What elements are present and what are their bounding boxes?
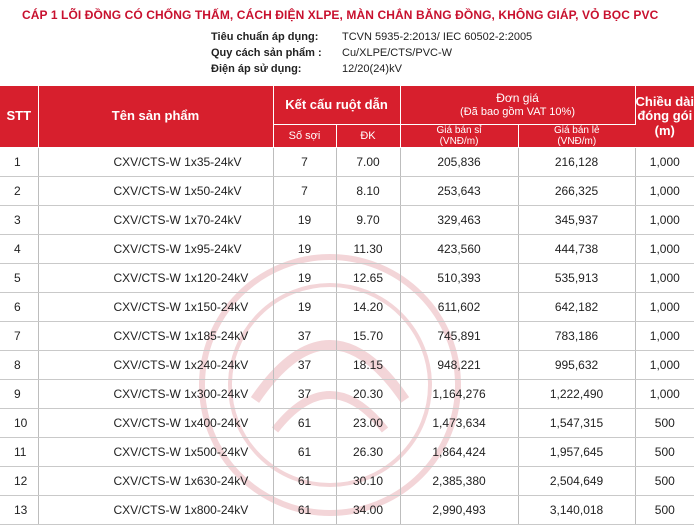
cell-strands: 7 [273,148,336,177]
cell-retail: 1,957,645 [518,438,635,467]
cell-length: 1,000 [635,351,694,380]
cell-strands: 7 [273,177,336,206]
cell-wholesale: 329,463 [400,206,518,235]
header-length-line3: (m) [654,122,675,138]
cell-stt: 9 [0,380,38,409]
cell-length: 1,000 [635,206,694,235]
cell-product-name: CXV/CTS-W 1x35-24kV [38,148,273,177]
cell-retail: 266,325 [518,177,635,206]
cell-wholesale: 611,602 [400,293,518,322]
table-row [0,380,694,409]
header-strands: Số sợi [273,125,336,148]
header-price-line2: (Đã bao gồm VAT 10%) [460,105,575,118]
cell-dk: 12.65 [336,264,400,293]
header-unit-price [400,86,635,125]
cell-wholesale: 1,864,424 [400,438,518,467]
cell-dk: 11.30 [336,235,400,264]
header-wholesale-line2: (VNĐ/m) [439,136,479,147]
cell-dk: 9.70 [336,206,400,235]
cell-strands: 61 [273,496,336,525]
cell-retail: 535,913 [518,264,635,293]
cell-dk: 14.20 [336,293,400,322]
cell-length: 500 [635,496,694,525]
cell-length: 500 [635,438,694,467]
cell-wholesale: 745,891 [400,322,518,351]
cell-stt: 8 [0,351,38,380]
cell-retail: 216,128 [518,148,635,177]
table-row [0,467,694,496]
cell-product-name: CXV/CTS-W 1x300-24kV [38,380,273,409]
table-row [0,293,694,322]
table-row [0,264,694,293]
voltage-value: 12/20(24)kV [342,63,402,75]
table-row [0,438,694,467]
cell-stt: 2 [0,177,38,206]
cell-stt: 6 [0,293,38,322]
cell-wholesale: 948,221 [400,351,518,380]
cell-product-name: CXV/CTS-W 1x150-24kV [38,293,273,322]
cell-wholesale: 2,990,493 [400,496,518,525]
header-price-line1: Đơn giá [496,91,539,106]
cell-length: 1,000 [635,380,694,409]
standard-label: Tiêu chuẩn áp dụng: [211,31,319,43]
cell-strands: 37 [273,380,336,409]
cell-length: 1,000 [635,322,694,351]
cell-wholesale: 1,164,276 [400,380,518,409]
cell-wholesale: 205,836 [400,148,518,177]
cell-dk: 15.70 [336,322,400,351]
cell-stt: 5 [0,264,38,293]
cell-dk: 8.10 [336,177,400,206]
cell-length: 1,000 [635,293,694,322]
cell-dk: 7.00 [336,148,400,177]
table-row [0,177,694,206]
cell-dk: 30.10 [336,467,400,496]
cell-product-name: CXV/CTS-W 1x500-24kV [38,438,273,467]
cell-product-name: CXV/CTS-W 1x800-24kV [38,496,273,525]
cell-retail: 2,504,649 [518,467,635,496]
cell-strands: 61 [273,467,336,496]
cell-strands: 19 [273,293,336,322]
header-wholesale-line1: Giá bán sỉ [436,125,482,136]
cell-wholesale: 253,643 [400,177,518,206]
cell-wholesale: 2,385,380 [400,467,518,496]
cell-strands: 61 [273,409,336,438]
cell-length: 500 [635,467,694,496]
cell-product-name: CXV/CTS-W 1x630-24kV [38,467,273,496]
cell-retail: 1,222,490 [518,380,635,409]
cell-stt: 13 [0,496,38,525]
cell-stt: 1 [0,148,38,177]
document-title: CÁP 1 LÕI ĐỒNG CÓ CHỐNG THẤM, CÁCH ĐIỆN XLPE, MÀN CHẮN BĂNG ĐỒNG, KHÔNG GIÁP, VỎ BỌC PVC [22,8,659,22]
cell-product-name: CXV/CTS-W 1x400-24kV [38,409,273,438]
cell-retail: 3,140,018 [518,496,635,525]
header-retail [518,125,635,148]
cell-wholesale: 423,560 [400,235,518,264]
cell-retail: 1,547,315 [518,409,635,438]
header-stt: STT [0,86,38,148]
header-structure: Kết cấu ruột dẫn [273,86,400,125]
table-row [0,148,694,177]
header-retail-line2: (VNĐ/m) [557,136,597,147]
voltage-label: Điện áp sử dụng: [211,63,302,75]
cell-retail: 995,632 [518,351,635,380]
cell-stt: 4 [0,235,38,264]
cell-stt: 7 [0,322,38,351]
header-package-length [635,86,694,148]
cell-strands: 19 [273,235,336,264]
cell-strands: 37 [273,351,336,380]
cell-dk: 34.00 [336,496,400,525]
spec-value: Cu/XLPE/CTS/PVC-W [342,47,453,59]
cell-stt: 11 [0,438,38,467]
table-row [0,206,694,235]
cell-strands: 61 [273,438,336,467]
cell-retail: 783,186 [518,322,635,351]
header-wholesale [400,125,518,148]
cell-length: 1,000 [635,177,694,206]
header-length-line1: Chiều dài [635,94,694,110]
price-table [0,86,694,525]
cell-wholesale: 1,473,634 [400,409,518,438]
cell-strands: 19 [273,206,336,235]
cell-dk: 20.30 [336,380,400,409]
table-row [0,322,694,351]
cell-stt: 3 [0,206,38,235]
cell-product-name: CXV/CTS-W 1x70-24kV [38,206,273,235]
cell-stt: 12 [0,467,38,496]
header-product: Tên sản phẩm [38,86,273,148]
cell-retail: 345,937 [518,206,635,235]
standard-value: TCVN 5935-2:2013/ IEC 60502-2:2005 [342,31,533,43]
cell-dk: 23.00 [336,409,400,438]
cell-strands: 37 [273,322,336,351]
header-retail-line1: Giá bán lẻ [553,125,600,136]
table-row [0,409,694,438]
cell-wholesale: 510,393 [400,264,518,293]
cell-retail: 642,182 [518,293,635,322]
cell-strands: 19 [273,264,336,293]
cell-product-name: CXV/CTS-W 1x120-24kV [38,264,273,293]
spec-label: Quy cách sản phẩm : [211,47,322,59]
table-row [0,235,694,264]
cell-length: 500 [635,409,694,438]
cell-product-name: CXV/CTS-W 1x95-24kV [38,235,273,264]
cell-dk: 18.15 [336,351,400,380]
cell-length: 1,000 [635,148,694,177]
table-row [0,351,694,380]
header-length-line2: đóng gói [637,108,693,124]
header-dk: ĐK [336,125,400,148]
table-row [0,496,694,525]
cell-dk: 26.30 [336,438,400,467]
cell-stt: 10 [0,409,38,438]
cell-product-name: CXV/CTS-W 1x50-24kV [38,177,273,206]
cell-length: 1,000 [635,235,694,264]
cell-product-name: CXV/CTS-W 1x185-24kV [38,322,273,351]
cell-retail: 444,738 [518,235,635,264]
cell-product-name: CXV/CTS-W 1x240-24kV [38,351,273,380]
cell-length: 1,000 [635,264,694,293]
